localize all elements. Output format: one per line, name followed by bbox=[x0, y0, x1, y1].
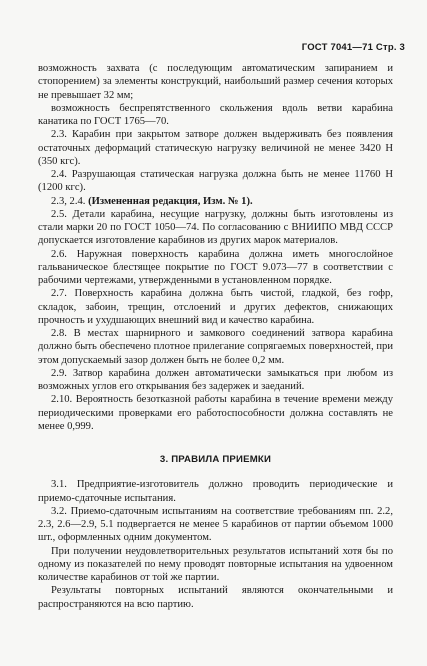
paragraph-2-7: 2.7. Поверхность карабина должна быть чистой, гладкой, без гофр, складок, забоин, трещин, отслоений и других дефектов, снижающих прочность и ухудшающих внешний вид и качество карабина. bbox=[38, 288, 393, 326]
paragraph: Результаты повторных испытаний являются окончательными и распространяются на всю партию. bbox=[38, 585, 393, 610]
section-title: 3. ПРАВИЛА ПРИЕМКИ bbox=[159, 454, 272, 465]
paragraph-2-9: 2.9. Затвор карабина должен автоматически замыкаться при любом из возможных углов его открывания без задержек и заеданий. bbox=[38, 367, 393, 392]
paragraph-2-8: 2.8. В местах шарнирного и замкового соединений затвора карабина должно быть обеспечено плотное прилегание сопрягаемых поверхностей, при этом допускаемый зазор должен быть не более 0,2 мм. bbox=[38, 328, 393, 366]
paragraph-2-6: 2.6. Наружная поверхность карабина должна иметь многослойное гальваническое блестящее покрытие по ГОСТ 9.073—77 в соответствии с рабочими чертежами, утвержденными в установленном порядке. bbox=[38, 248, 393, 286]
paragraph-2-3: 2.3. Карабин при закрытом затворе должен выдерживать без появления остаточных деформаций статическую нагрузку величиной не менее 3420 Н (350 кгс). bbox=[38, 129, 393, 167]
paragraph: возможность беспрепятственного скольжения вдоль ветви карабина канатика по ГОСТ 1765—70. bbox=[38, 102, 393, 127]
edition-note-prefix: 2.3, 2.4. bbox=[51, 195, 89, 207]
paragraph-2-5: 2.5. Детали карабина, несущие нагрузку, должны быть изготовлены из стали марки 20 по ГОСТ 1050—74. По согласованию с ВНИИПО МВД СССР допускается изготовление карабинов из других марок материалов. bbox=[38, 208, 393, 247]
edition-note-bold: (Измененная редакция, Изм. № 1). bbox=[88, 195, 253, 207]
edition-note bbox=[38, 195, 393, 208]
paragraph-3-2: 3.2. Приемо-сдаточным испытаниям на соответствие требованиям пп. 2.2, 2.3, 2.6—2.9, 5.1 подвергается не менее 5 карабинов от партии объемом 1000 шт., оформленных одним документом. bbox=[38, 505, 393, 544]
document-body bbox=[38, 62, 393, 611]
paragraph-2-4: 2.4. Разрушающая статическая нагрузка должна быть не менее 11760 Н (1200 кгс). bbox=[38, 169, 393, 194]
paragraph: При получении неудовлетворительных результатов испытаний хотя бы по одному из показателей по нему проводят повторные испытания на удвоенном количестве карабинов от той же партии. bbox=[38, 545, 393, 583]
paragraph: возможность захвата (с последующим автоматическим запиранием и стопорением) за элементы конструкций, наибольший размер сечения которых не превышает 32 мм; bbox=[38, 63, 393, 101]
page-header: ГОСТ 7041—71 Стр. 3 bbox=[301, 42, 405, 53]
paragraph-2-10: 2.10. Вероятность безотказной работы карабина в течение времени между периодическими проверками его работоспособности должна составлять не менее 0,999. bbox=[38, 394, 393, 432]
paragraph-3-1: 3.1. Предприятие-изготовитель должно проводить периодические и приемо-сдаточные испытания. bbox=[38, 479, 393, 504]
